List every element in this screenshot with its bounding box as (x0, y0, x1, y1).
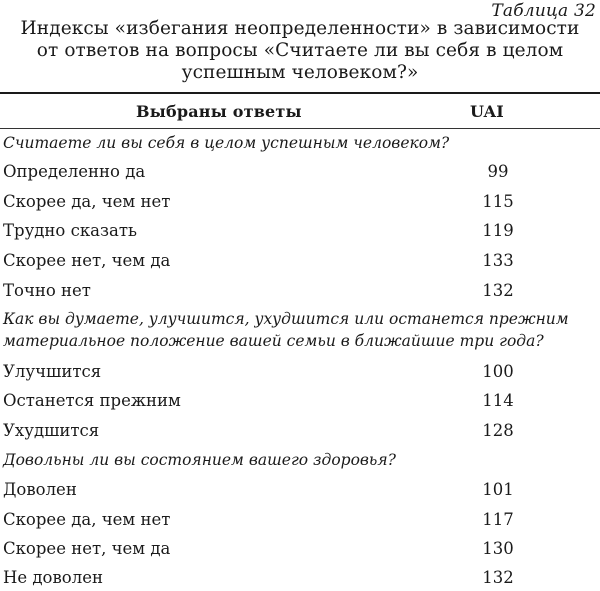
row-value: 99 (487, 162, 509, 181)
row-value: 132 (482, 568, 514, 587)
row-value: 115 (482, 192, 514, 211)
row-label: Ухудшится (3, 421, 100, 440)
question-line: Довольны ли вы состоянием вашего здоровья? (3, 451, 396, 469)
question-1 (3, 132, 449, 154)
column-header-answers: Выбраны ответы (136, 102, 302, 121)
row-value: 119 (482, 221, 514, 240)
row-value: 117 (482, 510, 514, 529)
question-line: материальное положение вашей семьи в ближайшие три года? (3, 332, 544, 350)
row-label: Доволен (3, 480, 77, 499)
row-value: 128 (482, 421, 514, 440)
row-label: Трудно сказать (3, 221, 137, 240)
row-label: Скорее да, чем нет (3, 192, 171, 211)
row-label: Скорее нет, чем да (3, 539, 171, 558)
row-label: Скорее да, чем нет (3, 510, 171, 529)
question-3 (3, 449, 396, 471)
row-label: Скорее нет, чем да (3, 251, 171, 270)
row-label: Точно нет (3, 281, 91, 300)
table-number: Таблица 32 (491, 1, 596, 21)
title-line: Индексы «избегания неопределенности» в зависимости (20, 18, 580, 39)
top-rule (0, 92, 600, 94)
row-value: 100 (482, 362, 514, 381)
row-value: 130 (482, 539, 514, 558)
column-header-uai: UAI (470, 102, 504, 121)
row-value: 101 (482, 480, 514, 499)
row-label: Определенно да (3, 162, 146, 181)
title-line: успешным человеком?» (181, 62, 419, 83)
question-2 (3, 308, 569, 352)
row-value: 133 (482, 251, 514, 270)
row-value: 132 (482, 281, 514, 300)
question-line: Как вы думаете, улучшится, ухудшится или останется прежним (3, 310, 569, 328)
table-title (0, 18, 600, 84)
row-label: Не доволен (3, 568, 103, 587)
question-line: Считаете ли вы себя в целом успешным человеком? (3, 134, 450, 152)
row-label: Останется прежним (3, 391, 181, 410)
title-line: от ответов на вопросы «Считаете ли вы себя в целом (36, 40, 564, 61)
row-value: 114 (482, 391, 514, 410)
header-rule (0, 128, 600, 129)
row-label: Улучшится (3, 362, 102, 381)
